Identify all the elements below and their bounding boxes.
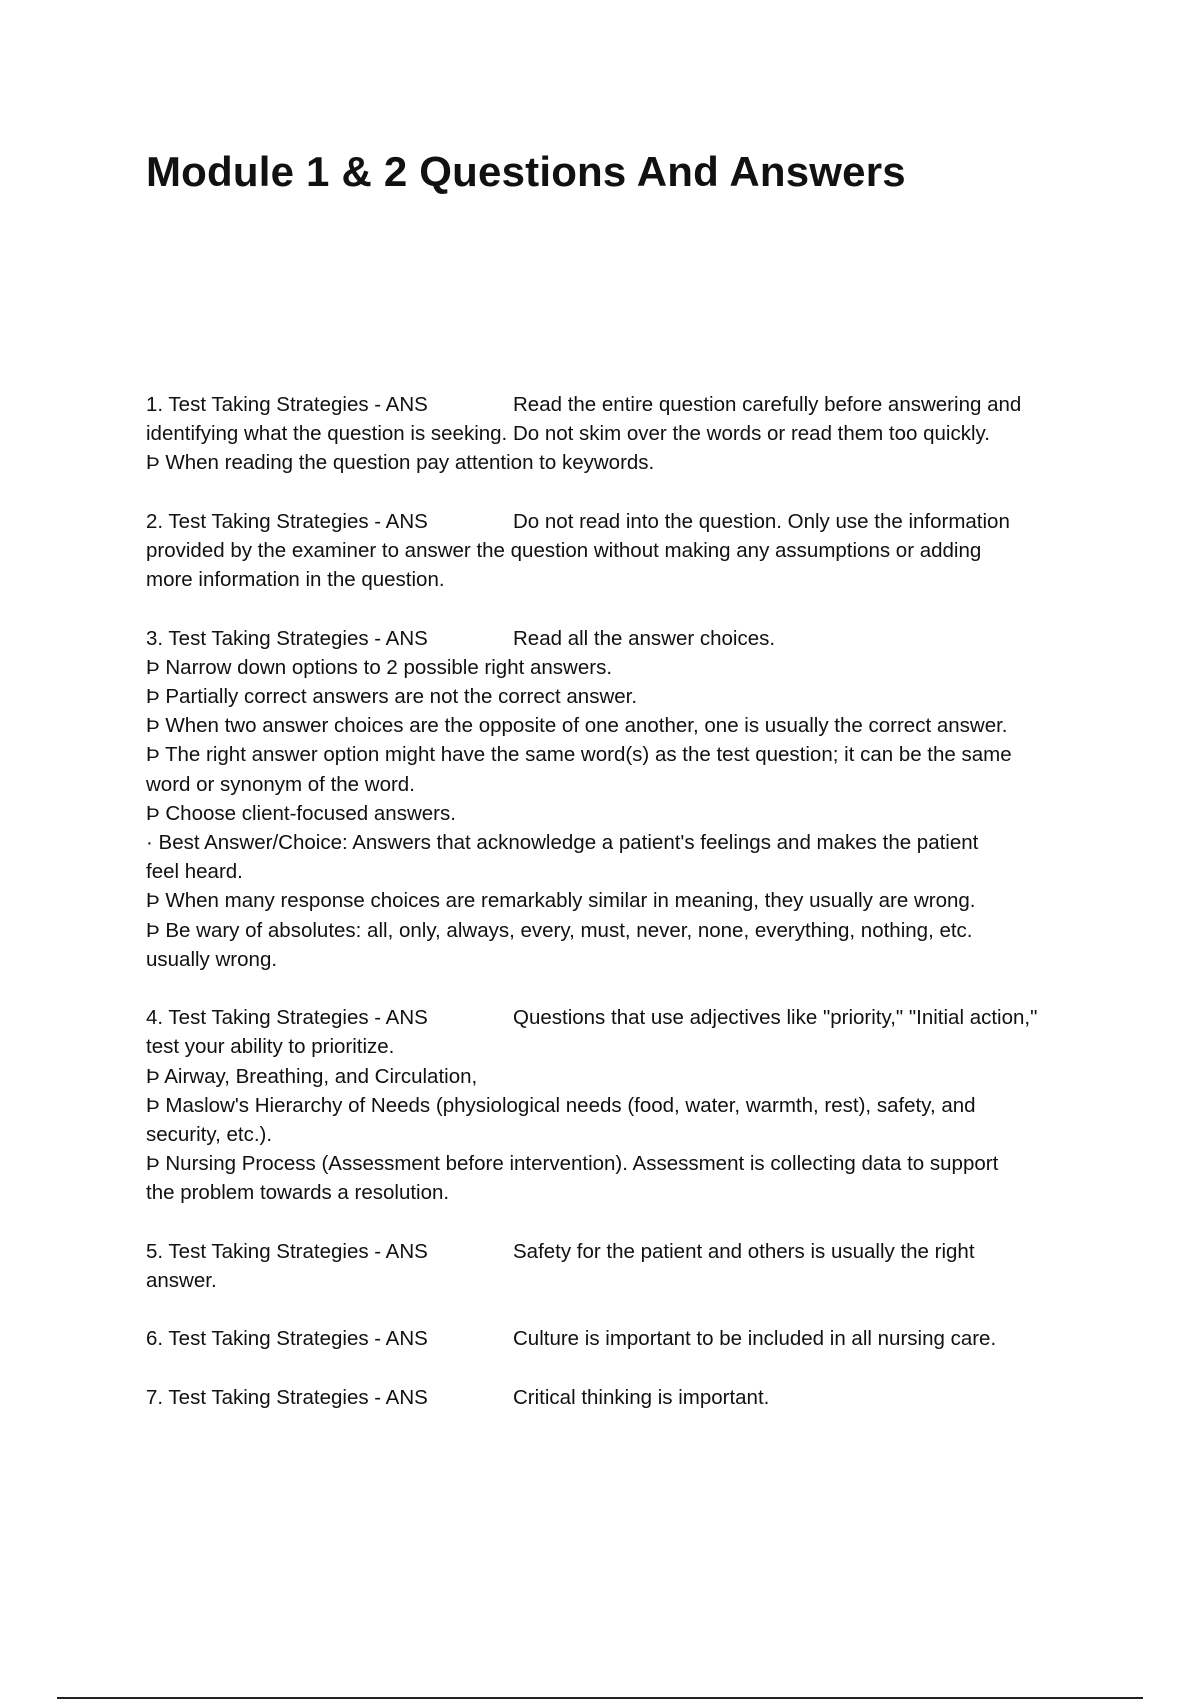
qa-answer-line: feel heard. (146, 860, 243, 884)
qa-first-line (146, 1383, 1086, 1412)
qa-first-line (146, 624, 1086, 653)
qa-answer-text: Culture is important to be included in all nursing care. (513, 1327, 997, 1351)
qa-answer-line: word or synonym of the word. (146, 772, 415, 796)
qa-answer-line: security, etc.). (146, 1123, 273, 1147)
qa-answer-line: Þ When many response choices are remarkably similar in meaning, they usually are wrong. (146, 889, 976, 913)
qa-question: 5. Test Taking Strategies - ANS (146, 1239, 428, 1263)
qa-item (146, 1003, 1086, 1207)
qa-answer-line: Þ Narrow down options to 2 possible right answers. (146, 655, 613, 679)
qa-question: 4. Test Taking Strategies - ANS (146, 1006, 428, 1030)
qa-answer-text: Critical thinking is important. (513, 1385, 770, 1409)
qa-answer-text: Read all the answer choices. (513, 626, 776, 650)
qa-answer-line: the problem towards a resolution. (146, 1181, 450, 1205)
qa-item (146, 390, 1086, 478)
qa-answer-text: Questions that use adjectives like "priority," "Initial action," (513, 1006, 1038, 1030)
qa-item (146, 507, 1086, 595)
qa-question: 1. Test Taking Strategies - ANS (146, 393, 428, 416)
qa-item (146, 624, 1086, 974)
qa-list (146, 390, 1086, 1441)
qa-question: 2. Test Taking Strategies - ANS (146, 509, 428, 533)
footer-divider (57, 1697, 1143, 1699)
qa-question: 3. Test Taking Strategies - ANS (146, 626, 428, 650)
qa-answer-text: Do not read into the question. Only use the information (513, 509, 1010, 533)
qa-question: 7. Test Taking Strategies - ANS (146, 1385, 428, 1409)
qa-answer-line: Þ When two answer choices are the opposite of one another, one is usually the correct answer. (146, 714, 1008, 738)
qa-answer-line: answer. (146, 1269, 217, 1293)
qa-answer-line: Þ Choose client-focused answers. (146, 801, 456, 825)
qa-question: 6. Test Taking Strategies - ANS (146, 1327, 428, 1351)
qa-first-line (146, 1003, 1086, 1032)
qa-answer-text: Safety for the patient and others is usually the right (513, 1239, 975, 1263)
qa-answer-line: Þ Airway, Breathing, and Circulation, (146, 1064, 478, 1088)
qa-item (146, 1324, 1086, 1353)
qa-answer-line: · Best Answer/Choice: Answers that acknowledge a patient's feelings and makes the patient (146, 831, 979, 855)
qa-first-line (146, 1324, 1086, 1353)
qa-first-line (146, 507, 1086, 536)
qa-answer-line: provided by the examiner to answer the question without making any assumptions or adding (146, 539, 982, 562)
qa-answer-line: test your ability to prioritize. (146, 1035, 395, 1059)
qa-item (146, 1237, 1086, 1295)
qa-answer-line: Þ Maslow's Hierarchy of Needs (physiological needs (food, water, warmth, rest), safety, and (146, 1093, 976, 1117)
qa-first-line (146, 390, 1086, 419)
qa-answer-line: identifying what the question is seeking. Do not skim over the words or read them too quickly. (146, 422, 990, 446)
qa-answer-line: more information in the question. (146, 568, 445, 592)
qa-answer-line: Þ The right answer option might have the same word(s) as the test question; it can be the same (146, 743, 1012, 767)
qa-answer-text: Read the entire question carefully before answering and (513, 393, 1022, 416)
qa-answer-line: usually wrong. (146, 947, 278, 971)
qa-answer-line: Þ Be wary of absolutes: all, only, always, every, must, never, none, everything, nothing, etc. (146, 918, 973, 942)
qa-answer-line: Þ Nursing Process (Assessment before intervention). Assessment is collecting data to support (146, 1152, 999, 1176)
qa-item (146, 1383, 1086, 1412)
page-title: Module 1 & 2 Questions And Answers (146, 148, 906, 195)
qa-first-line (146, 1237, 1086, 1266)
qa-answer-line: Þ Partially correct answers are not the correct answer. (146, 685, 638, 708)
qa-answer-line: Þ When reading the question pay attention to keywords. (146, 451, 655, 475)
